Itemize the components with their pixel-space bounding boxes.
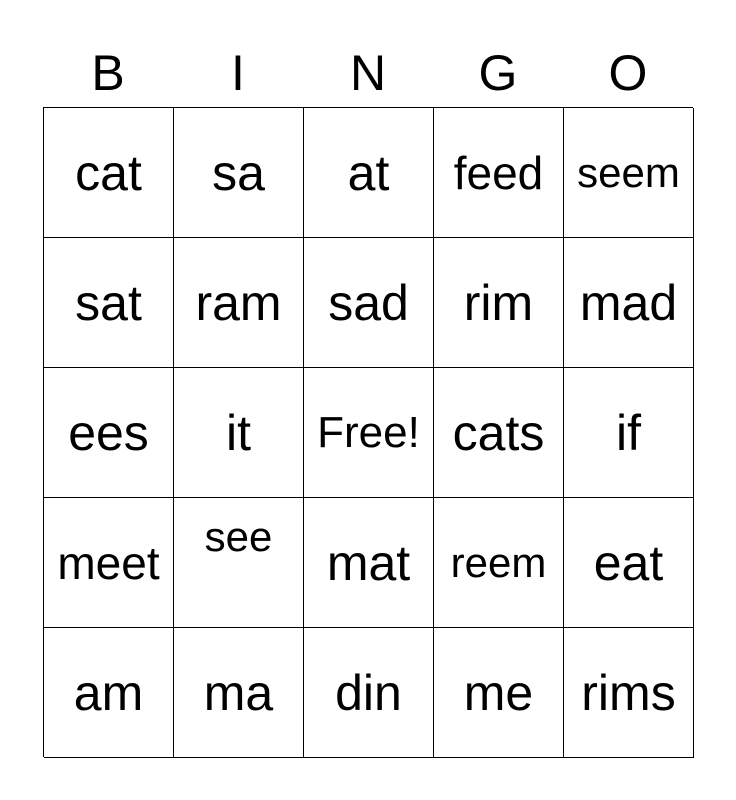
header-letter-n: N — [349, 45, 387, 101]
bingo-cell[interactable]: sad — [304, 238, 434, 368]
bingo-cell[interactable]: if — [564, 368, 694, 498]
header-letter-o: O — [608, 45, 648, 101]
bingo-cell[interactable]: meet — [44, 498, 174, 628]
bingo-cell[interactable]: seem — [564, 108, 694, 238]
bingo-free-cell[interactable]: Free! — [304, 368, 434, 498]
bingo-cell[interactable]: am — [44, 628, 174, 758]
bingo-board — [43, 107, 693, 757]
bingo-cell[interactable]: cat — [44, 108, 174, 238]
bingo-cell[interactable]: sa — [174, 108, 304, 238]
header-letter-i: I — [231, 45, 245, 101]
bingo-cell[interactable]: eat — [564, 498, 694, 628]
bingo-cell[interactable]: cats — [434, 368, 564, 498]
header-letter-b: B — [91, 45, 125, 101]
bingo-cell[interactable]: ma — [174, 628, 304, 758]
bingo-header — [43, 40, 693, 106]
bingo-cell[interactable]: mad — [564, 238, 694, 368]
bingo-cell[interactable]: me — [434, 628, 564, 758]
header-letter-g: G — [478, 45, 518, 101]
bingo-cell[interactable]: at — [304, 108, 434, 238]
bingo-cell[interactable]: reem — [434, 498, 564, 628]
bingo-cell[interactable]: rims — [564, 628, 694, 758]
bingo-cell[interactable]: it — [174, 368, 304, 498]
bingo-cell[interactable]: feed — [434, 108, 564, 238]
bingo-cell[interactable]: see — [174, 498, 304, 628]
bingo-cell[interactable]: ees — [44, 368, 174, 498]
bingo-cell[interactable]: sat — [44, 238, 174, 368]
bingo-cell[interactable]: rim — [434, 238, 564, 368]
bingo-cell[interactable]: din — [304, 628, 434, 758]
bingo-cell[interactable]: mat — [304, 498, 434, 628]
bingo-cell[interactable]: ram — [174, 238, 304, 368]
